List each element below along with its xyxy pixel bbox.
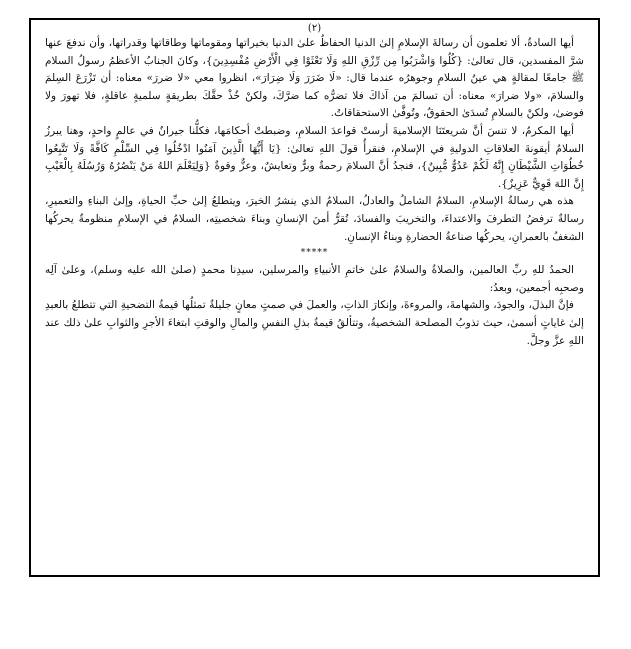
paragraph-4: الحمدُ للهِ ربِّ العالمين، والصلاةُ والسلامُ علىٰ خاتمِ الأنبياءِ والمرسلين، سيدِنا محمدٍ (صلىٰ الله عليه وسلم)، وعلىٰ آلِه وصحبِه أجمعين، وبعدُ: — [45, 264, 584, 294]
paragraph-3: هذه هي رسالةُ الإسلامِ، السلامُ الشاملُ والعادلُ، السلامُ الذي ينشرُ الخيرَ، ويتطلعُ إلىٰ حبِّ الحياةِ، وإلىٰ البناءِ والتعميرِ، رسالةٌ ترفضُ التطرفَ والاعتداءَ، والتخريبَ والفسادَ، تُقرُّ أمنَ الإنسانِ وبناءَ شخصيتِه، السلامُ في الإسلامِ منظومةٌ يحركُها الشغفُ بالعمرانِ، يحركُها صناعةُ الحضارةِ وبناءُ الإنسانِ. — [45, 195, 584, 243]
page-number: (٢) — [307, 23, 322, 34]
paragraph-2: أيها المكرمُ، لا تنسَ أنَّ شريعتَنَا الإسلاميةَ أرستْ قواعدَ السلامِ، وضبطتْ أحكامَها، فكلُّنا جيرانٌ في عالمٍ واحدٍ، وهنا يبرزُ السلامُ أيقونةَ العلاقاتِ الدوليةِ في الإسلامِ، فنقرأُ قولَ اللهِ تعالىٰ: {يَا أَيُّهَا الَّذِينَ آمَنُوا ادْخُلُوا فِي السِّلْمِ كَافَّةً وَلَا تَتَّبِعُوا خُطُوَاتِ الشَّيْطَانِ إِنَّهُ لَكُمْ عَدُوٌّ مُّبِينٌ}، فنجدُ أنَّ السلامَ رحمةٌ وبرٌّ وتعايشٌ، وعزٌّ وقوةٌ {وَلِيَعْلَمَ اللهُ مَنْ يَنْصُرُهُ وَرُسُلَهُ بِالْغَيْبِ إِنَّ اللهَ قَوِيٌّ عَزِيزٌ}. — [45, 124, 584, 190]
section-separator: ***** — [300, 248, 329, 259]
paragraph-1: أيها السادةُ، ألا تعلمون أن رسالةَ الإسلامِ إلىٰ الدنيا الحفاظُ علىٰ الدنيا بخيراتها ومقوماتها وطاقاتها وقدراتها، وأن ندفعَ عنها شرَّ المفسدين، قال تعالىٰ: {كُلُوا وَاشْرَبُوا مِن رِّزْقِ اللهِ وَلَا تَعْثَوْا فِي الْأَرْضِ مُفْسِدِينَ}، وكانَ الجنابُ الأعظمُ رسولُ السلام ﷺ جامعًا لمقالةٍ هي عينُ السلامِ وجوهرُه عندما قال: «لَا ضَرَرَ وَلَا ضِرَارَ»، انظروا معي «لا ضررَ» معناه: أن تَزْرَعَ السِلمَ والسلامَ، «ولا ضرارَ» معناه: أن تسالمَ من آذاكَ فلا تضرُّه كما ضرَّكَ، ولكنْ خُذْ حقَّكَ بطريقةٍ سلميةٍ عاقلةٍ، فلا تهورَ ولا فوضىٰ، ولكنْ بالسلامِ تُسدَىٰ الحقوقُ، وتُوفَّىٰ الاستحقاقاتُ. — [45, 37, 584, 120]
document-page — [29, 18, 600, 577]
paragraph-5: فإنَّ البذلَ، والجودَ، والشهامةَ، والمروءةَ، وإنكارَ الذاتِ، والعملَ في صمتٍ معانٍ جليلةٌ تمثلُها قيمةُ التضحيةِ التي تتطلعُ بالعبدِ إلىٰ غاياتٍ أسمىٰ، حيث تذوبُ المصلحة الشخصيةُ، وتتألقُ قيمةُ بذلِ النفسِ والمالِ والوقتِ ابتغاءَ الأجرِ والثوابِ علىٰ ذلك عند اللهِ عزَّ وجلَّ. — [45, 299, 584, 347]
